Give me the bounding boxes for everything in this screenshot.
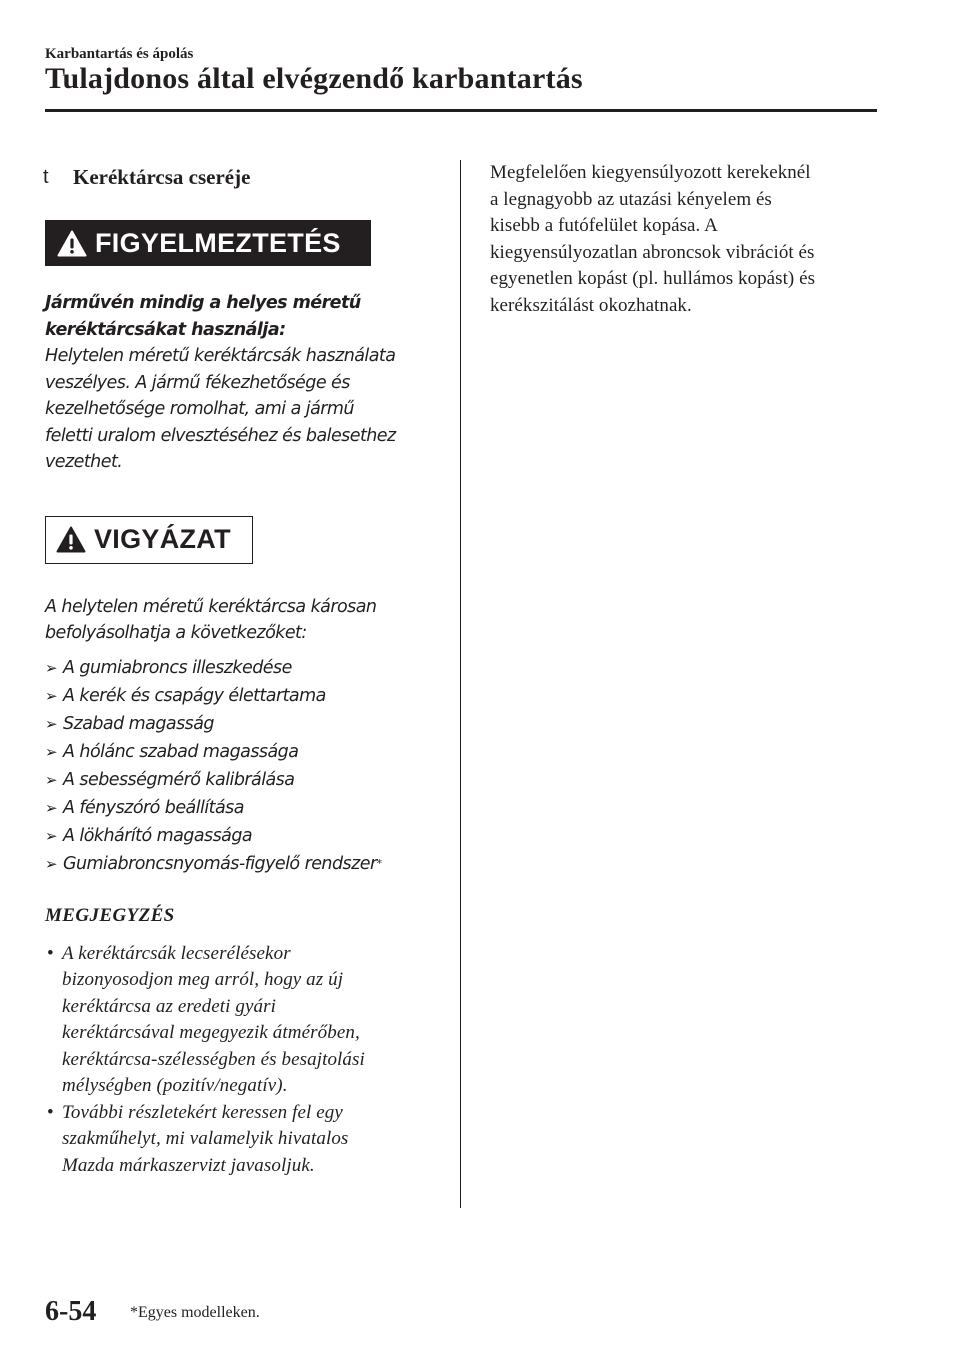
- list-item-text: A hólánc szabad magassága: [63, 741, 299, 762]
- warning-body-line: vezethet.: [45, 452, 123, 472]
- list-item: [45, 795, 445, 823]
- warning-heading: [45, 290, 445, 343]
- section-label: Karbantartás és ápolás: [45, 46, 194, 62]
- caution-intro: [45, 594, 445, 647]
- note-line: További részletekért keressen fel egy: [62, 1101, 343, 1123]
- check-arrow-icon: ➢: [45, 854, 58, 873]
- paragraph-line: kiegyensúlyozatlan abroncsok vibrációt és: [490, 241, 815, 263]
- list-item: [45, 739, 445, 767]
- check-arrow-icon: ➢: [45, 826, 58, 845]
- list-item-text: Szabad magasság: [63, 713, 214, 734]
- left-column: [45, 160, 445, 1179]
- column-divider: [460, 160, 461, 1208]
- warning-label: FIGYELMEZTETÉS: [95, 227, 341, 258]
- note-line: szakműhelyt, mi valamelyik hivatalos: [62, 1128, 349, 1149]
- paragraph-line: kerékszitálást okozhatnak.: [490, 294, 692, 316]
- footnote: *Egyes modelleken.: [130, 1304, 260, 1321]
- check-arrow-icon: ➢: [45, 742, 58, 761]
- caution-intro-line: befolyásolhatja a következőket:: [45, 623, 307, 643]
- paragraph-line: a legnagyobb az utazási kényelem és: [490, 188, 772, 210]
- warning-body-line: feletti uralom elvesztéséhez és balesethez: [45, 425, 396, 446]
- check-arrow-icon: ➢: [45, 686, 58, 705]
- warning-triangle-icon: [57, 230, 87, 257]
- page-title: Tulajdonos által elvégzendő karbantartás: [45, 62, 583, 95]
- caution-banner: [45, 516, 253, 564]
- list-item-text: A kerék és csapágy élettartama: [63, 685, 326, 706]
- note-line: keréktárcsa az eredeti gyári: [62, 995, 277, 1017]
- right-column: [490, 160, 880, 319]
- list-item: [45, 655, 445, 683]
- check-arrow-icon: ➢: [45, 714, 58, 733]
- section-heading: [45, 160, 445, 194]
- warning-body: [45, 343, 445, 476]
- check-arrow-icon: ➢: [45, 798, 58, 817]
- caution-intro-line: A helytelen méretű keréktárcsa károsan: [45, 596, 377, 617]
- page-number: 6-54: [45, 1296, 97, 1327]
- list-item-text: Gumiabroncsnyomás-figyelő rendszer: [63, 853, 377, 874]
- warning-heading-line: keréktárcsákat használja:: [45, 319, 286, 340]
- list-item-text: A sebességmérő kalibrálása: [63, 769, 295, 790]
- note-line: bizonyosodjon meg arról, hogy az új: [62, 969, 344, 990]
- note-heading: MEGJEGYZÉS: [45, 904, 175, 926]
- note-item: [45, 941, 445, 1100]
- list-item-text: A fényszóró beállítása: [63, 797, 244, 818]
- note-line: keréktárcsával megegyezik átmérőben,: [62, 1022, 360, 1043]
- section-marker: t: [43, 165, 49, 188]
- paragraph-line: Megfelelően kiegyensúlyozott kerekeknél: [490, 162, 811, 183]
- warning-body-line: Helytelen méretű keréktárcsák használata: [45, 346, 396, 366]
- warning-body-line: veszélyes. A jármű fékezhetősége és: [45, 372, 350, 393]
- list-item: [45, 711, 445, 739]
- list-item: ➢ Gumiabroncsnyomás-figyelő rendszer *: [45, 851, 445, 879]
- note-line: keréktárcsa-szélességben és besajtolási: [62, 1048, 365, 1070]
- note-line: Mazda márkaszervizt javasoljuk.: [62, 1154, 315, 1176]
- bullet-icon: •: [47, 1101, 54, 1123]
- warning-heading-line: Járművén mindig a helyes méretű: [45, 293, 361, 313]
- caution-list: [45, 655, 445, 879]
- list-item: [45, 683, 445, 711]
- list-item: [45, 767, 445, 795]
- caution-label: VIGYÁZAT: [94, 524, 231, 554]
- check-arrow-icon: ➢: [45, 770, 58, 789]
- note-list: [45, 941, 445, 1180]
- list-item-text: A lökhárító magassága: [63, 825, 253, 846]
- balance-paragraph: [490, 160, 880, 319]
- title-rule: [45, 109, 877, 112]
- note-line: A keréktárcsák lecserélésekor: [62, 942, 291, 964]
- note-item: [45, 1100, 445, 1180]
- section-title: Keréktárcsa cseréje: [73, 164, 251, 189]
- bullet-icon: •: [47, 942, 54, 964]
- check-arrow-icon: ➢: [45, 658, 58, 677]
- warning-triangle-icon: [56, 526, 86, 553]
- paragraph-line: kisebb a futófelület kopása. A: [490, 215, 718, 236]
- warning-body-line: kezelhetősége romolhat, ami a jármű: [45, 399, 354, 419]
- list-item: [45, 823, 445, 851]
- list-item-text: A gumiabroncs illeszkedése: [63, 657, 292, 678]
- paragraph-line: egyenetlen kopást (pl. hullámos kopást) és: [490, 268, 816, 289]
- note-line: mélységben (pozitív/negatív).: [62, 1075, 288, 1096]
- warning-banner: [45, 220, 371, 266]
